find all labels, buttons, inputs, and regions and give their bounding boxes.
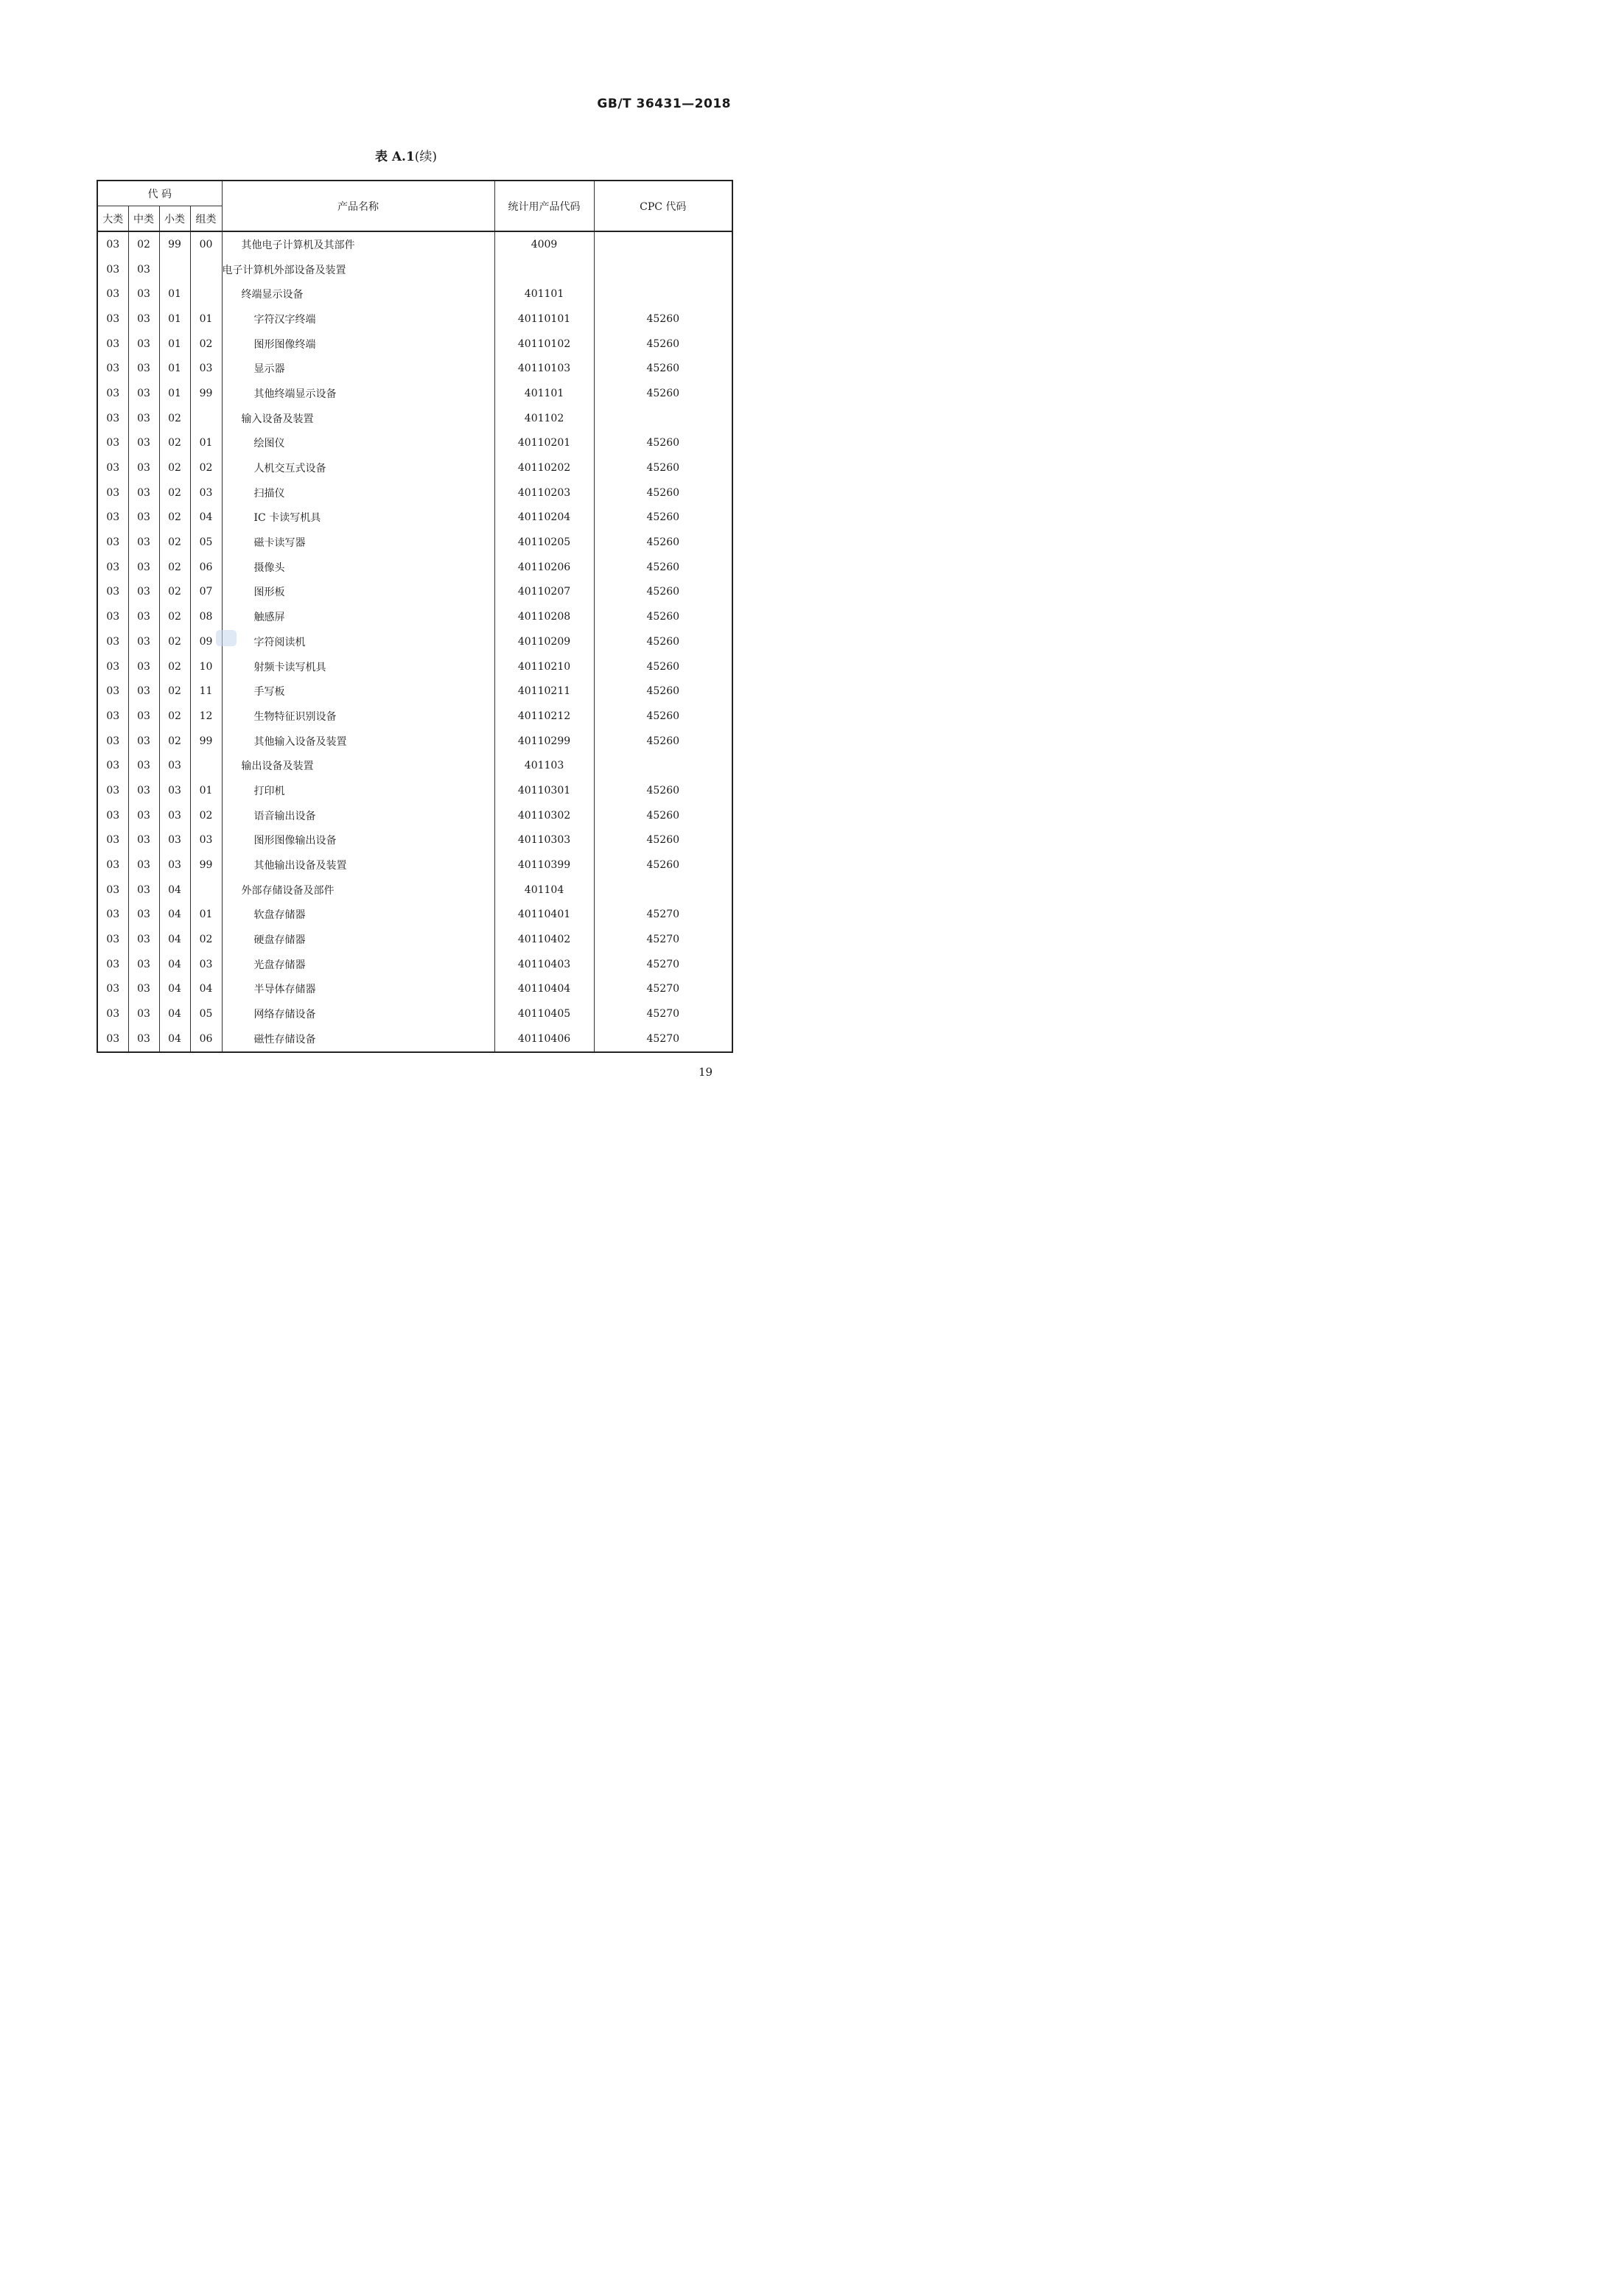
minor-class-cell: 04 (159, 1026, 190, 1052)
table-caption-continued: (续) (414, 150, 438, 164)
medium-class-cell: 03 (128, 753, 159, 778)
stat-code-cell: 40110301 (494, 778, 594, 803)
minor-class-cell: 04 (159, 977, 190, 1002)
stat-code-cell: 40110208 (494, 604, 594, 629)
group-class-cell: 08 (190, 604, 222, 629)
minor-class-cell: 04 (159, 1001, 190, 1026)
group-class-cell: 01 (190, 778, 222, 803)
standard-code: GB/T 36431—2018 (597, 97, 731, 111)
table-row (97, 1001, 732, 1026)
minor-class-cell: 02 (159, 431, 190, 456)
cpc-code-cell (594, 406, 732, 431)
group-class-cell: 02 (190, 455, 222, 480)
major-class-cell: 03 (97, 778, 128, 803)
table-row (97, 332, 732, 357)
cpc-code-cell: 45260 (594, 803, 732, 828)
group-class-cell: 01 (190, 903, 222, 928)
table-row (97, 903, 732, 928)
major-class-cell: 03 (97, 1001, 128, 1026)
minor-class-cell: 02 (159, 604, 190, 629)
stat-code-cell: 401103 (494, 753, 594, 778)
major-class-cell: 03 (97, 679, 128, 704)
major-class-cell: 03 (97, 480, 128, 505)
major-class-cell: 03 (97, 580, 128, 605)
minor-class-cell: 03 (159, 828, 190, 853)
major-class-cell: 03 (97, 406, 128, 431)
medium-class-cell: 03 (128, 480, 159, 505)
cpc-code-cell: 45260 (594, 853, 732, 878)
cpc-code-cell: 45270 (594, 903, 732, 928)
page-number: 19 (699, 1065, 713, 1079)
medium-class-cell: 03 (128, 580, 159, 605)
watermark-logo (216, 630, 237, 646)
cpc-code-header: CPC 代码 (594, 181, 732, 231)
group-class-cell: 06 (190, 1026, 222, 1052)
stat-code-cell: 40110207 (494, 580, 594, 605)
cpc-code-cell: 45260 (594, 729, 732, 754)
stat-code-cell: 40110210 (494, 654, 594, 679)
cpc-code-cell (594, 281, 732, 307)
medium-class-cell: 03 (128, 977, 159, 1002)
group-class-cell: 03 (190, 480, 222, 505)
code-group-header: 代 码 (97, 181, 222, 206)
major-class-cell: 03 (97, 505, 128, 531)
stat-code-cell: 40110202 (494, 455, 594, 480)
table-row (97, 679, 732, 704)
stat-code-cell: 40110201 (494, 431, 594, 456)
cpc-code-cell: 45260 (594, 778, 732, 803)
cpc-code-cell (594, 753, 732, 778)
product-name-cell: 图形图像终端 (222, 332, 494, 357)
table-row (97, 828, 732, 853)
major-class-cell: 03 (97, 281, 128, 307)
medium-class-cell: 03 (128, 828, 159, 853)
major-class-cell: 03 (97, 952, 128, 977)
stat-code-cell: 40110406 (494, 1026, 594, 1052)
major-class-cell: 03 (97, 356, 128, 381)
minor-class-cell (159, 257, 190, 282)
major-class-cell: 03 (97, 704, 128, 729)
product-name-cell: 触感屏 (222, 604, 494, 629)
cpc-code-cell (594, 231, 732, 257)
medium-class-cell: 03 (128, 704, 159, 729)
stat-code-cell: 4009 (494, 231, 594, 257)
minor-class-cell: 02 (159, 555, 190, 580)
table-row (97, 257, 732, 282)
group-class-cell: 07 (190, 580, 222, 605)
product-name-cell: 图形图像输出设备 (222, 828, 494, 853)
product-name-cell: 绘图仪 (222, 431, 494, 456)
table-row (97, 1026, 732, 1052)
group-class-cell: 02 (190, 332, 222, 357)
minor-class-cell: 04 (159, 903, 190, 928)
table-caption (0, 146, 812, 164)
stat-code-cell: 40110211 (494, 679, 594, 704)
group-class-cell: 03 (190, 356, 222, 381)
major-class-cell: 03 (97, 903, 128, 928)
cpc-code-cell: 45260 (594, 604, 732, 629)
table-row (97, 878, 732, 903)
stat-code-cell: 40110209 (494, 629, 594, 654)
table-row (97, 977, 732, 1002)
product-name-cell: 磁卡读写器 (222, 530, 494, 555)
medium-class-cell: 02 (128, 231, 159, 257)
medium-class-cell: 03 (128, 307, 159, 332)
table-row (97, 778, 732, 803)
cpc-code-cell: 45270 (594, 927, 732, 952)
major-class-cell: 03 (97, 729, 128, 754)
group-class-cell: 05 (190, 1001, 222, 1026)
cpc-code-cell: 45270 (594, 952, 732, 977)
group-class-cell: 06 (190, 555, 222, 580)
stat-code-cell: 40110302 (494, 803, 594, 828)
medium-class-cell: 03 (128, 431, 159, 456)
table-row (97, 356, 732, 381)
cpc-code-cell: 45260 (594, 580, 732, 605)
cpc-code-cell: 45260 (594, 530, 732, 555)
product-name-cell: 其他终端显示设备 (222, 381, 494, 406)
cpc-code-cell: 45270 (594, 977, 732, 1002)
stat-code-cell: 40110405 (494, 1001, 594, 1026)
stat-code-cell (494, 257, 594, 282)
group-class-cell (190, 878, 222, 903)
table-row (97, 927, 732, 952)
minor-class-header: 小类 (159, 206, 190, 232)
group-class-cell: 01 (190, 307, 222, 332)
product-name-header: 产品名称 (222, 181, 494, 231)
medium-class-cell: 03 (128, 455, 159, 480)
group-class-cell: 03 (190, 952, 222, 977)
group-class-cell: 99 (190, 729, 222, 754)
cpc-code-cell: 45260 (594, 332, 732, 357)
medium-class-cell: 03 (128, 803, 159, 828)
minor-class-cell: 04 (159, 952, 190, 977)
minor-class-cell: 03 (159, 803, 190, 828)
table-row (97, 406, 732, 431)
medium-class-cell: 03 (128, 952, 159, 977)
medium-class-cell: 03 (128, 505, 159, 531)
product-name-cell: 半导体存储器 (222, 977, 494, 1002)
cpc-code-cell: 45260 (594, 431, 732, 456)
table-row (97, 853, 732, 878)
product-name-cell: 手写板 (222, 679, 494, 704)
major-class-cell: 03 (97, 604, 128, 629)
medium-class-cell: 03 (128, 530, 159, 555)
group-class-cell: 02 (190, 803, 222, 828)
group-class-cell (190, 406, 222, 431)
minor-class-cell: 99 (159, 231, 190, 257)
table-row (97, 455, 732, 480)
medium-class-cell: 03 (128, 332, 159, 357)
cpc-code-cell: 45260 (594, 555, 732, 580)
product-name-cell: IC 卡读写机具 (222, 505, 494, 531)
group-class-cell: 01 (190, 431, 222, 456)
cpc-code-cell: 45260 (594, 505, 732, 531)
major-class-header: 大类 (97, 206, 128, 232)
group-class-cell: 00 (190, 231, 222, 257)
minor-class-cell: 04 (159, 927, 190, 952)
minor-class-cell: 02 (159, 480, 190, 505)
product-name-cell: 字符阅读机 (222, 629, 494, 654)
medium-class-cell: 03 (128, 679, 159, 704)
stat-code-cell: 401102 (494, 406, 594, 431)
medium-class-cell: 03 (128, 1001, 159, 1026)
medium-class-cell: 03 (128, 629, 159, 654)
medium-class-cell: 03 (128, 903, 159, 928)
cpc-code-cell (594, 878, 732, 903)
minor-class-cell: 01 (159, 307, 190, 332)
table-row (97, 505, 732, 531)
minor-class-cell: 02 (159, 530, 190, 555)
major-class-cell: 03 (97, 803, 128, 828)
major-class-cell: 03 (97, 257, 128, 282)
group-class-cell: 10 (190, 654, 222, 679)
product-name-cell: 人机交互式设备 (222, 455, 494, 480)
product-name-cell: 字符汉字终端 (222, 307, 494, 332)
stat-code-cell: 40110206 (494, 555, 594, 580)
minor-class-cell: 03 (159, 853, 190, 878)
table-row (97, 530, 732, 555)
medium-class-cell: 03 (128, 878, 159, 903)
product-name-cell: 输入设备及装置 (222, 406, 494, 431)
cpc-code-cell: 45260 (594, 704, 732, 729)
stat-code-cell: 40110303 (494, 828, 594, 853)
major-class-cell: 03 (97, 307, 128, 332)
minor-class-cell: 02 (159, 704, 190, 729)
cpc-code-cell: 45260 (594, 381, 732, 406)
stat-code-cell: 401101 (494, 381, 594, 406)
table-row (97, 952, 732, 977)
table-row (97, 281, 732, 307)
table-row (97, 480, 732, 505)
group-class-cell (190, 753, 222, 778)
stat-code-cell: 40110402 (494, 927, 594, 952)
cpc-code-cell: 45270 (594, 1026, 732, 1052)
stat-code-cell: 40110103 (494, 356, 594, 381)
medium-class-cell: 03 (128, 778, 159, 803)
product-name-cell: 其他电子计算机及其部件 (222, 231, 494, 257)
product-name-cell: 打印机 (222, 778, 494, 803)
table-row (97, 704, 732, 729)
product-code-table (97, 180, 733, 1053)
stat-code-cell: 40110102 (494, 332, 594, 357)
cpc-code-cell: 45260 (594, 356, 732, 381)
group-class-cell: 12 (190, 704, 222, 729)
group-class-cell: 99 (190, 853, 222, 878)
product-name-cell: 终端显示设备 (222, 281, 494, 307)
major-class-cell: 03 (97, 853, 128, 878)
medium-class-cell: 03 (128, 1026, 159, 1052)
group-class-cell: 11 (190, 679, 222, 704)
stat-code-cell: 40110205 (494, 530, 594, 555)
product-name-cell: 生物特征识别设备 (222, 704, 494, 729)
major-class-cell: 03 (97, 332, 128, 357)
major-class-cell: 03 (97, 927, 128, 952)
medium-class-cell: 03 (128, 257, 159, 282)
minor-class-cell: 02 (159, 629, 190, 654)
product-name-cell: 显示器 (222, 356, 494, 381)
stat-code-cell: 40110403 (494, 952, 594, 977)
table-row (97, 231, 732, 257)
major-class-cell: 03 (97, 753, 128, 778)
group-class-cell: 03 (190, 828, 222, 853)
minor-class-cell: 02 (159, 455, 190, 480)
group-class-cell: 04 (190, 977, 222, 1002)
major-class-cell: 03 (97, 828, 128, 853)
product-name-cell: 输出设备及装置 (222, 753, 494, 778)
minor-class-cell: 02 (159, 654, 190, 679)
stat-code-cell: 40110401 (494, 903, 594, 928)
table-row (97, 629, 732, 654)
minor-class-cell: 02 (159, 406, 190, 431)
product-name-cell: 射频卡读写机具 (222, 654, 494, 679)
table-row (97, 431, 732, 456)
group-class-cell: 09 (190, 629, 222, 654)
table-row (97, 604, 732, 629)
minor-class-cell: 01 (159, 281, 190, 307)
cpc-code-cell: 45260 (594, 629, 732, 654)
product-name-cell: 其他输入设备及装置 (222, 729, 494, 754)
medium-class-cell: 03 (128, 555, 159, 580)
major-class-cell: 03 (97, 629, 128, 654)
product-name-cell: 电子计算机外部设备及装置 (222, 257, 494, 282)
medium-class-cell: 03 (128, 281, 159, 307)
minor-class-cell: 01 (159, 332, 190, 357)
group-class-cell: 04 (190, 505, 222, 531)
table-caption-label: 表 A.1 (374, 150, 415, 164)
major-class-cell: 03 (97, 878, 128, 903)
minor-class-cell: 02 (159, 580, 190, 605)
medium-class-cell: 03 (128, 654, 159, 679)
major-class-cell: 03 (97, 555, 128, 580)
medium-class-cell: 03 (128, 381, 159, 406)
product-name-cell: 其他输出设备及装置 (222, 853, 494, 878)
minor-class-cell: 03 (159, 753, 190, 778)
minor-class-cell: 01 (159, 356, 190, 381)
major-class-cell: 03 (97, 654, 128, 679)
major-class-cell: 03 (97, 530, 128, 555)
minor-class-cell: 04 (159, 878, 190, 903)
product-name-cell: 网络存储设备 (222, 1001, 494, 1026)
medium-class-header: 中类 (128, 206, 159, 232)
medium-class-cell: 03 (128, 853, 159, 878)
table-row (97, 729, 732, 754)
product-name-cell: 语音输出设备 (222, 803, 494, 828)
cpc-code-cell: 45260 (594, 480, 732, 505)
product-name-cell: 图形板 (222, 580, 494, 605)
table-row (97, 803, 732, 828)
stat-code-cell: 40110204 (494, 505, 594, 531)
cpc-code-cell: 45270 (594, 1001, 732, 1026)
major-class-cell: 03 (97, 977, 128, 1002)
minor-class-cell: 02 (159, 505, 190, 531)
stat-code-header: 统计用产品代码 (494, 181, 594, 231)
table-row (97, 580, 732, 605)
minor-class-cell: 01 (159, 381, 190, 406)
cpc-code-cell: 45260 (594, 828, 732, 853)
group-class-header: 组类 (190, 206, 222, 232)
stat-code-cell: 40110101 (494, 307, 594, 332)
medium-class-cell: 03 (128, 729, 159, 754)
medium-class-cell: 03 (128, 927, 159, 952)
group-class-cell (190, 281, 222, 307)
cpc-code-cell: 45260 (594, 679, 732, 704)
group-class-cell: 02 (190, 927, 222, 952)
minor-class-cell: 02 (159, 729, 190, 754)
table-row (97, 555, 732, 580)
stat-code-cell: 40110399 (494, 853, 594, 878)
medium-class-cell: 03 (128, 356, 159, 381)
minor-class-cell: 02 (159, 679, 190, 704)
group-class-cell: 05 (190, 530, 222, 555)
major-class-cell: 03 (97, 381, 128, 406)
cpc-code-cell: 45260 (594, 455, 732, 480)
product-name-cell: 扫描仪 (222, 480, 494, 505)
major-class-cell: 03 (97, 431, 128, 456)
table-row (97, 381, 732, 406)
cpc-code-cell: 45260 (594, 307, 732, 332)
product-name-cell: 磁性存储设备 (222, 1026, 494, 1052)
major-class-cell: 03 (97, 455, 128, 480)
group-class-cell: 99 (190, 381, 222, 406)
product-name-cell: 硬盘存储器 (222, 927, 494, 952)
stat-code-cell: 401101 (494, 281, 594, 307)
major-class-cell: 03 (97, 1026, 128, 1052)
product-name-cell: 摄像头 (222, 555, 494, 580)
medium-class-cell: 03 (128, 604, 159, 629)
cpc-code-cell (594, 257, 732, 282)
product-name-cell: 光盘存储器 (222, 952, 494, 977)
table-row (97, 654, 732, 679)
minor-class-cell: 03 (159, 778, 190, 803)
medium-class-cell: 03 (128, 406, 159, 431)
table-row (97, 753, 732, 778)
product-name-cell: 软盘存储器 (222, 903, 494, 928)
table-body (97, 231, 732, 1052)
table-row (97, 307, 732, 332)
stat-code-cell: 40110404 (494, 977, 594, 1002)
stat-code-cell: 401104 (494, 878, 594, 903)
cpc-code-cell: 45260 (594, 654, 732, 679)
group-class-cell (190, 257, 222, 282)
stat-code-cell: 40110203 (494, 480, 594, 505)
product-name-cell: 外部存储设备及部件 (222, 878, 494, 903)
major-class-cell: 03 (97, 231, 128, 257)
stat-code-cell: 40110212 (494, 704, 594, 729)
stat-code-cell: 40110299 (494, 729, 594, 754)
